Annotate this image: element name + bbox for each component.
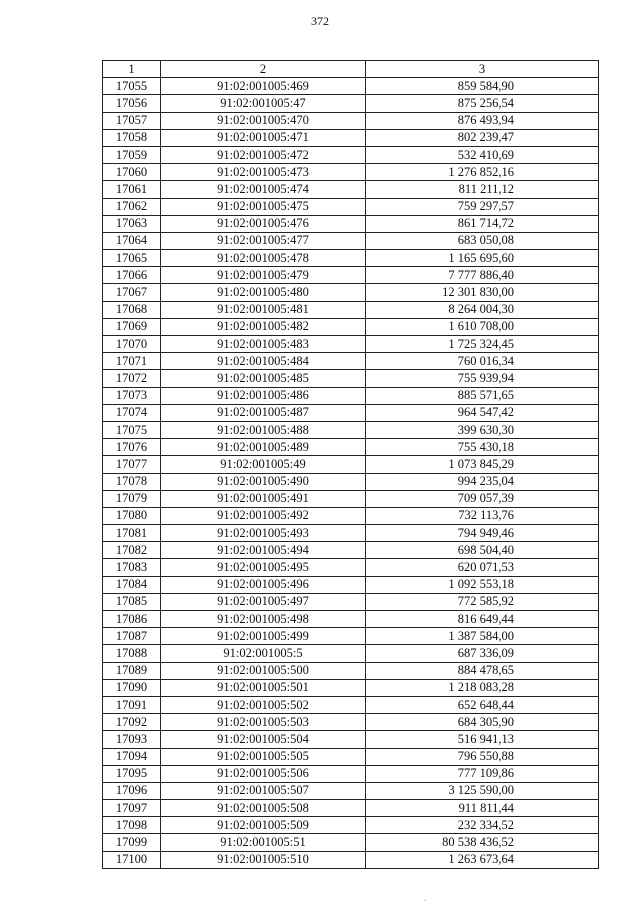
cadastral-value: 772 585,92 (366, 593, 599, 610)
row-number: 17077 (103, 456, 161, 473)
row-number: 17057 (103, 112, 161, 129)
row-number: 17094 (103, 748, 161, 765)
cadastral-value: 709 057,39 (366, 490, 599, 507)
column-header-3: 3 (366, 61, 599, 78)
cadastral-number: 91:02:001005:500 (161, 662, 366, 679)
cadastral-value: 875 256,54 (366, 95, 599, 112)
cadastral-value: 1 276 852,16 (366, 164, 599, 181)
cadastral-value: 1 387 584,00 (366, 628, 599, 645)
table-row (103, 439, 599, 456)
cadastral-value: 687 336,09 (366, 645, 599, 662)
row-number: 17084 (103, 576, 161, 593)
cadastral-number: 91:02:001005:483 (161, 336, 366, 353)
row-number: 17100 (103, 851, 161, 868)
cadastral-value: 732 113,76 (366, 507, 599, 524)
cadastral-number: 91:02:001005:478 (161, 250, 366, 267)
cadastral-number: 91:02:001005:471 (161, 129, 366, 146)
cadastral-value: 1 725 324,45 (366, 336, 599, 353)
row-number: 17064 (103, 232, 161, 249)
cadastral-number: 91:02:001005:497 (161, 593, 366, 610)
table-row (103, 215, 599, 232)
table-row (103, 78, 599, 95)
table-row (103, 198, 599, 215)
table-row (103, 267, 599, 284)
cadastral-number: 91:02:001005:480 (161, 284, 366, 301)
row-number: 17065 (103, 250, 161, 267)
cadastral-number: 91:02:001005:501 (161, 679, 366, 696)
table-row (103, 731, 599, 748)
cadastral-value: 777 109,86 (366, 765, 599, 782)
table-row (103, 765, 599, 782)
row-number: 17083 (103, 559, 161, 576)
cadastral-number: 91:02:001005:469 (161, 78, 366, 95)
cadastral-number: 91:02:001005:486 (161, 387, 366, 404)
cadastral-number: 91:02:001005:496 (161, 576, 366, 593)
cadastral-value: 816 649,44 (366, 611, 599, 628)
table-row (103, 112, 599, 129)
table-row (103, 456, 599, 473)
cadastral-value: 755 939,94 (366, 370, 599, 387)
row-number: 17060 (103, 164, 161, 181)
cadastral-value: 684 305,90 (366, 714, 599, 731)
row-number: 17087 (103, 628, 161, 645)
cadastral-value: 911 811,44 (366, 800, 599, 817)
table-row (103, 748, 599, 765)
cadastral-number: 91:02:001005:494 (161, 542, 366, 559)
row-number: 17091 (103, 696, 161, 713)
cadastral-number: 91:02:001005:507 (161, 782, 366, 799)
cadastral-value: 1 610 708,00 (366, 318, 599, 335)
table-row (103, 542, 599, 559)
row-number: 17059 (103, 146, 161, 163)
row-number: 17089 (103, 662, 161, 679)
cadastral-number: 91:02:001005:484 (161, 353, 366, 370)
cadastral-value: 1 263 673,64 (366, 851, 599, 868)
cadastral-number: 91:02:001005:504 (161, 731, 366, 748)
table-row (103, 611, 599, 628)
row-number: 17061 (103, 181, 161, 198)
row-number: 17075 (103, 421, 161, 438)
row-number: 17088 (103, 645, 161, 662)
table-header-row (103, 61, 599, 78)
cadastral-number: 91:02:001005:481 (161, 301, 366, 318)
table-row (103, 370, 599, 387)
row-number: 17063 (103, 215, 161, 232)
row-number: 17079 (103, 490, 161, 507)
table-row (103, 146, 599, 163)
cadastral-number: 91:02:001005:472 (161, 146, 366, 163)
cadastral-number: 91:02:001005:491 (161, 490, 366, 507)
row-number: 17086 (103, 611, 161, 628)
cadastral-number: 91:02:001005:487 (161, 404, 366, 421)
cadastral-number: 91:02:001005:475 (161, 198, 366, 215)
cadastral-value: 885 571,65 (366, 387, 599, 404)
row-number: 17096 (103, 782, 161, 799)
cadastral-value: 12 301 830,00 (366, 284, 599, 301)
cadastral-value: 683 050,08 (366, 232, 599, 249)
table-row (103, 353, 599, 370)
row-number: 17085 (103, 593, 161, 610)
cadastral-value: 7 777 886,40 (366, 267, 599, 284)
table-row (103, 164, 599, 181)
row-number: 17056 (103, 95, 161, 112)
cadastral-value: 516 941,13 (366, 731, 599, 748)
row-number: 17062 (103, 198, 161, 215)
cadastral-number: 91:02:001005:490 (161, 473, 366, 490)
row-number: 17082 (103, 542, 161, 559)
row-number: 17081 (103, 525, 161, 542)
cadastral-value: 884 478,65 (366, 662, 599, 679)
table-row (103, 782, 599, 799)
row-number: 17058 (103, 129, 161, 146)
cadastral-number: 91:02:001005:485 (161, 370, 366, 387)
cadastral-number: 91:02:001005:49 (161, 456, 366, 473)
column-header-1: 1 (103, 61, 161, 78)
cadastral-value: 760 016,34 (366, 353, 599, 370)
cadastral-number: 91:02:001005:51 (161, 834, 366, 851)
table-row (103, 696, 599, 713)
cadastral-number: 91:02:001005:489 (161, 439, 366, 456)
cadastral-number: 91:02:001005:476 (161, 215, 366, 232)
cadastral-number: 91:02:001005:498 (161, 611, 366, 628)
cadastral-number: 91:02:001005:508 (161, 800, 366, 817)
cadastral-number: 91:02:001005:470 (161, 112, 366, 129)
cadastral-value: 859 584,90 (366, 78, 599, 95)
row-number: 17072 (103, 370, 161, 387)
table-row (103, 628, 599, 645)
cadastral-value: 759 297,57 (366, 198, 599, 215)
cadastral-value: 3 125 590,00 (366, 782, 599, 799)
row-number: 17095 (103, 765, 161, 782)
cadastral-number: 91:02:001005:506 (161, 765, 366, 782)
scan-mark: . (424, 893, 427, 904)
cadastral-number: 91:02:001005:488 (161, 421, 366, 438)
table-row (103, 817, 599, 834)
table-row (103, 593, 599, 610)
cadastral-number: 91:02:001005:503 (161, 714, 366, 731)
cadastral-value: 1 092 553,18 (366, 576, 599, 593)
table-row (103, 421, 599, 438)
cadastral-number: 91:02:001005:495 (161, 559, 366, 576)
cadastral-value: 532 410,69 (366, 146, 599, 163)
cadastral-value: 964 547,42 (366, 404, 599, 421)
cadastral-value: 620 071,53 (366, 559, 599, 576)
cadastral-number: 91:02:001005:505 (161, 748, 366, 765)
table-row (103, 95, 599, 112)
cadastral-number: 91:02:001005:509 (161, 817, 366, 834)
cadastral-value: 1 218 083,28 (366, 679, 599, 696)
table-row (103, 301, 599, 318)
cadastral-value: 994 235,04 (366, 473, 599, 490)
cadastral-number: 91:02:001005:492 (161, 507, 366, 524)
page-number: 372 (311, 14, 329, 28)
table-row (103, 851, 599, 868)
cadastral-value: 80 538 436,52 (366, 834, 599, 851)
table-row (103, 387, 599, 404)
cadastral-value: 1 073 845,29 (366, 456, 599, 473)
cadastral-number: 91:02:001005:47 (161, 95, 366, 112)
row-number: 17067 (103, 284, 161, 301)
row-number: 17066 (103, 267, 161, 284)
column-header-2: 2 (161, 61, 366, 78)
cadastral-number: 91:02:001005:479 (161, 267, 366, 284)
table-row (103, 404, 599, 421)
table-row (103, 181, 599, 198)
table-row (103, 336, 599, 353)
table-row (103, 284, 599, 301)
table-body (103, 78, 599, 869)
table-row (103, 645, 599, 662)
row-number: 17069 (103, 318, 161, 335)
table-row (103, 232, 599, 249)
row-number: 17074 (103, 404, 161, 421)
row-number: 17071 (103, 353, 161, 370)
cadastral-number: 91:02:001005:502 (161, 696, 366, 713)
table-row (103, 473, 599, 490)
cadastral-number: 91:02:001005:473 (161, 164, 366, 181)
cadastral-value: 796 550,88 (366, 748, 599, 765)
table-row (103, 714, 599, 731)
cadastral-value: 1 165 695,60 (366, 250, 599, 267)
row-number: 17099 (103, 834, 161, 851)
table-row (103, 129, 599, 146)
row-number: 17090 (103, 679, 161, 696)
row-number: 17055 (103, 78, 161, 95)
cadastral-value: 698 504,40 (366, 542, 599, 559)
row-number: 17078 (103, 473, 161, 490)
cadastral-value: 232 334,52 (366, 817, 599, 834)
cadastral-number: 91:02:001005:499 (161, 628, 366, 645)
table-row (103, 318, 599, 335)
table-row (103, 576, 599, 593)
table-row (103, 662, 599, 679)
cadastral-value: 794 949,46 (366, 525, 599, 542)
cadastral-value: 8 264 004,30 (366, 301, 599, 318)
cadastral-value: 861 714,72 (366, 215, 599, 232)
table-row (103, 800, 599, 817)
cadastral-number: 91:02:001005:493 (161, 525, 366, 542)
table-row (103, 490, 599, 507)
row-number: 17068 (103, 301, 161, 318)
table-row (103, 834, 599, 851)
row-number: 17093 (103, 731, 161, 748)
cadastral-value: 802 239,47 (366, 129, 599, 146)
cadastral-value: 399 630,30 (366, 421, 599, 438)
cadastral-number: 91:02:001005:477 (161, 232, 366, 249)
cadastral-value: 811 211,12 (366, 181, 599, 198)
cadastral-number: 91:02:001005:5 (161, 645, 366, 662)
cadastral-number: 91:02:001005:482 (161, 318, 366, 335)
cadastral-value: 755 430,18 (366, 439, 599, 456)
table-row (103, 250, 599, 267)
row-number: 17097 (103, 800, 161, 817)
cadastral-value: 876 493,94 (366, 112, 599, 129)
cadastral-number: 91:02:001005:474 (161, 181, 366, 198)
row-number: 17070 (103, 336, 161, 353)
cadastral-number: 91:02:001005:510 (161, 851, 366, 868)
data-table (102, 60, 599, 869)
table-row (103, 679, 599, 696)
cadastral-value: 652 648,44 (366, 696, 599, 713)
row-number: 17076 (103, 439, 161, 456)
table-row (103, 559, 599, 576)
row-number: 17080 (103, 507, 161, 524)
table-row (103, 507, 599, 524)
row-number: 17098 (103, 817, 161, 834)
table-row (103, 525, 599, 542)
row-number: 17092 (103, 714, 161, 731)
row-number: 17073 (103, 387, 161, 404)
